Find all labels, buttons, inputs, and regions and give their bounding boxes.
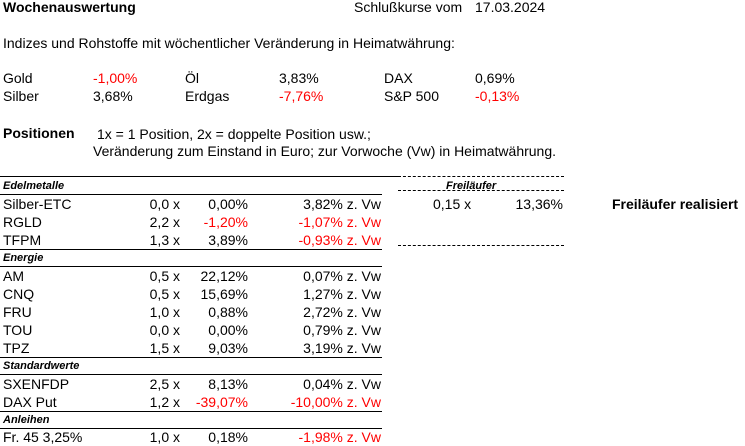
position-name: AM <box>3 268 24 284</box>
position-change: 0,00% <box>208 322 248 338</box>
position-size: 0,5 x <box>149 286 180 302</box>
index-value: -7,76% <box>279 88 324 104</box>
position-weekly: 0,79% z. Vw <box>303 322 381 338</box>
section-header-energie: Energie <box>3 252 44 264</box>
position-change: -1,20% <box>203 214 248 230</box>
index-name: Erdgas <box>185 88 230 104</box>
index-name: Silber <box>3 88 39 104</box>
section-header-anleihen: Anleihen <box>3 414 50 426</box>
position-weekly: -0,93% z. Vw <box>298 232 381 248</box>
table-top-border <box>0 176 398 177</box>
position-size: 1,0 x <box>149 304 180 320</box>
position-weekly: -1,07% z. Vw <box>298 214 381 230</box>
position-size: 0,0 x <box>149 322 180 338</box>
position-name: CNQ <box>3 286 35 302</box>
position-name: DAX Put <box>3 394 57 410</box>
section-header-edelmetalle: Edelmetalle <box>3 180 65 192</box>
index-name: Gold <box>3 70 33 86</box>
position-name: FRU <box>3 304 32 320</box>
position-name: TOU <box>3 322 33 338</box>
page-title: Wochenauswertung <box>3 0 136 15</box>
position-size: 0,0 x <box>149 196 180 212</box>
position-weekly: -10,00% z. Vw <box>290 394 381 410</box>
position-name: Silber-ETC <box>3 196 72 212</box>
position-change: 9,03% <box>208 340 248 356</box>
index-value: -0,13% <box>475 88 520 104</box>
position-weekly: 1,27% z. Vw <box>303 286 381 302</box>
position-change: 8,13% <box>208 376 248 392</box>
position-change: 22,12% <box>200 268 248 284</box>
freilaeufer-size: 0,15 x <box>433 196 472 212</box>
freilaeufer-realized-label: Freiläufer realisiert <box>612 196 739 212</box>
position-weekly: 3,19% z. Vw <box>303 340 381 356</box>
position-change: 0,00% <box>208 196 248 212</box>
position-change: 15,69% <box>200 286 248 302</box>
indices-heading: Indizes und Rohstoffe mit wöchentlicher Veränderung in Heimatwährung: <box>3 35 455 51</box>
position-size: 1,0 x <box>149 429 180 445</box>
position-size: 0,5 x <box>149 268 180 284</box>
position-weekly: 0,04% z. Vw <box>303 376 381 392</box>
freilaeufer-value: 13,36% <box>515 196 563 212</box>
positions-title: Positionen <box>3 125 75 141</box>
position-name: SXENFDP <box>3 376 70 392</box>
position-weekly: -1,98% z. Vw <box>298 429 381 445</box>
close-date: 17.03.2024 <box>475 0 546 15</box>
position-weekly: 2,72% z. Vw <box>303 304 381 320</box>
positions-note-2: Veränderung zum Einstand in Euro; zur Vorwoche (Vw) in Heimatwährung. <box>93 143 557 159</box>
positions-note-1: 1x = 1 Position, 2x = doppelte Position usw.; <box>97 126 371 142</box>
section-divider <box>0 357 382 358</box>
position-name: TPZ <box>3 340 30 356</box>
freilaeufer-dashed-border <box>398 176 564 177</box>
position-size: 2,5 x <box>149 376 180 392</box>
position-size: 1,5 x <box>149 340 180 356</box>
position-name: Fr. 45 3,25% <box>3 429 83 445</box>
index-value: 3,83% <box>279 70 319 86</box>
position-size: 1,2 x <box>149 394 180 410</box>
position-size: 1,3 x <box>149 232 180 248</box>
position-weekly: 3,82% z. Vw <box>303 196 381 212</box>
index-name: S&P 500 <box>384 88 440 104</box>
index-value: -1,00% <box>93 70 138 86</box>
index-value: 3,68% <box>93 88 133 104</box>
section-divider <box>0 411 382 412</box>
position-weekly: 0,07% z. Vw <box>303 268 381 284</box>
position-change: -39,07% <box>195 394 248 410</box>
index-value: 0,69% <box>475 70 515 86</box>
index-name: DAX <box>384 70 413 86</box>
position-size: 2,2 x <box>149 214 180 230</box>
position-change: 0,18% <box>208 429 248 445</box>
section-header-standardwerte: Standardwerte <box>3 360 80 372</box>
position-name: TFPM <box>3 232 42 248</box>
position-change: 0,88% <box>208 304 248 320</box>
freilaeufer-dashed-border <box>398 245 564 246</box>
position-change: 3,89% <box>208 232 248 248</box>
index-name: Öl <box>185 70 199 86</box>
close-label: Schlußkurse vom <box>354 0 463 15</box>
section-divider <box>0 249 382 250</box>
position-name: RGLD <box>3 214 42 230</box>
freilaeufer-heading: Freiläufer <box>446 180 497 192</box>
